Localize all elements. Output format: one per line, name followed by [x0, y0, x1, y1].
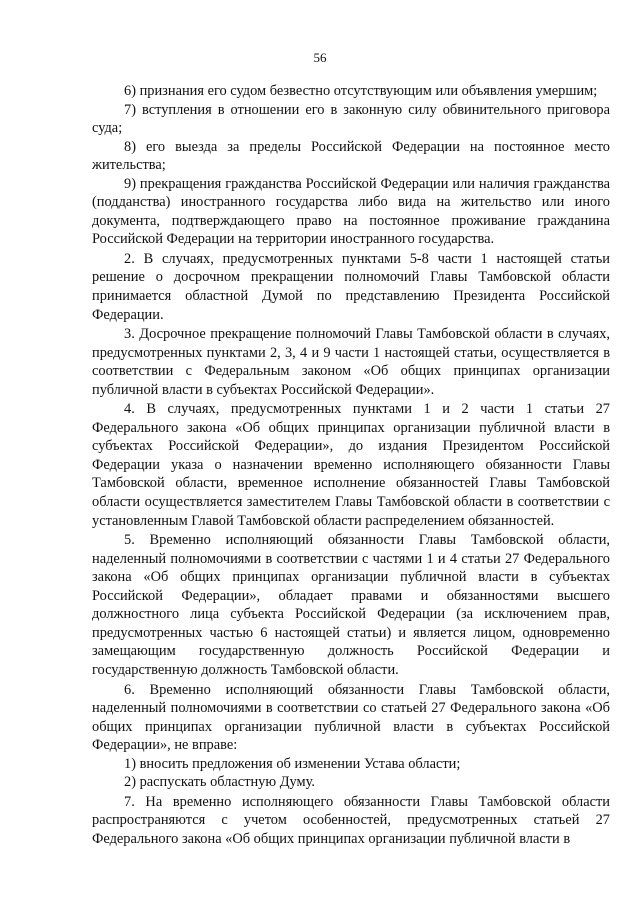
- page-number: 56: [313, 50, 327, 65]
- document-body: [92, 82, 610, 848]
- paragraph-part-4: 4. В случаях, предусмотренных пунктами 1 и 2 части 1 статьи 27 Федерального закона «Об общих принципах организации публичной власти в субъектах Российской Федерации», до издания Президентом Российской Федерации указа о назначении временно исполняющего обязанности Главы Тамбовской области, временное исполнение обязанностей Главы Тамбовской области осуществляется заместителем Главы Тамбовской области в соответствии с установленным Главой Тамбовской области распределением обязанностей.: [92, 401, 610, 529]
- paragraph-item-8: 8) его выезда за пределы Российской Федерации на постоянное место жительства;: [92, 138, 610, 174]
- paragraph-item-7: 7) вступления в отношении его в законную силу обвинительного приговора суда;: [92, 101, 610, 137]
- paragraph-part-2: 2. В случаях, предусмотренных пунктами 5-8 части 1 настоящей статьи решение о досрочном прекращении полномочий Главы Тамбовской области принимается областной Думой по представлению Президента Российской Федерации.: [92, 250, 610, 323]
- paragraph-sub-2: 2) распускать областную Думу.: [124, 774, 316, 791]
- paragraph-part-5: 5. Временно исполняющий обязанности Главы Тамбовской области, наделенный полномочиями в соответствии с частями 1 и 4 статьи 27 Федерального закона «Об общих принципах организации публичной власти в субъектах Российской Федерации», обладает правами и обязанностями высшего должностного лица субъекта Российской Федерации (за исключением прав, предусмотренных частью 6 настоящей статьи) и является лицом, одновременно замещающим государственную должность Российской Федерации и государственную должность Тамбовской области.: [92, 532, 610, 678]
- paragraph-sub-1: 1) вносить предложения об изменении Устава области;: [124, 755, 461, 772]
- paragraph-item-9: 9) прекращения гражданства Российской Федерации или наличия гражданства (подданства) иностранного государства либо вида на жительство или иного документа, подтверждающего право на постоянное проживание гражданина Российской Федерации на территории иностранного государства.: [92, 175, 610, 248]
- paragraph-part-7: 7. На временно исполняющего обязанности Главы Тамбовской области распространяются с учетом особенностей, предусмотренных статьей 27 Федерального закона «Об общих принципах организации публичной власти в: [92, 793, 610, 847]
- paragraph-item-6: 6) признания его судом безвестно отсутствующим или объявления умершим;: [124, 83, 598, 99]
- paragraph-part-3: 3. Досрочное прекращение полномочий Главы Тамбовской области в случаях, предусмотренных пунктами 2, 3, 4 и 9 части 1 настоящей статьи, осуществляется в соответствии с Федеральным законом «Об общих принципах организации публичной власти в субъектах Российской Федерации».: [92, 326, 610, 398]
- paragraph-part-6: 6. Временно исполняющий обязанности Главы Тамбовской области, наделенный полномочиями в соответствии со статьей 27 Федерального закона «Об общих принципах организации публичной власти в субъектах Российской Федерации», не вправе:: [92, 681, 610, 754]
